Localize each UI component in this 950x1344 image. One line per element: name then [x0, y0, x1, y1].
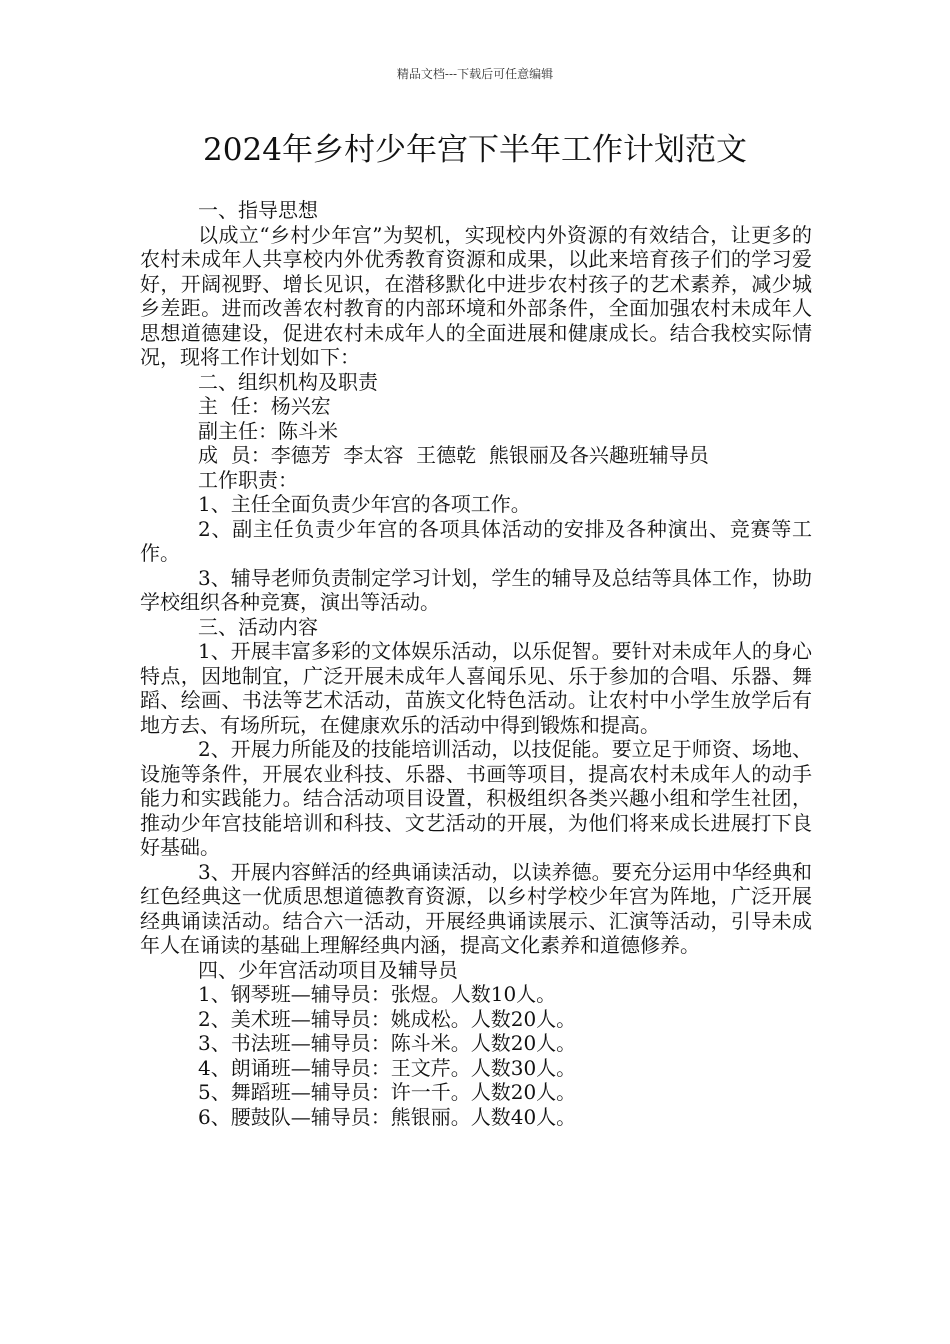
paragraph-guiding-ideology: 以成立“乡村少年宫”为契机，实现校内外资源的有效结合，让更多的农村未成年人共享校内外优秀教育资源和成果，以此来培育孩子们的学习爱好，开阔视野、增长见识，在潜移默化中进步农村孩子的艺术素养，减少城乡差距。进而改善农村教育的内部环境和外部条件，全面加强农村未成年人思想道德建设，促进农村未成年人的全面进展和健康成长。结合我校实际情况，现将工作计划如下：: [140, 222, 812, 369]
project-item-6: 6、腰鼓队—辅导员：熊银丽。人数40人。: [198, 1104, 577, 1129]
activity-item-1: 1、开展丰富多彩的文体娱乐活动，以乐促智。要针对未成年人的身心特点，因地制宜，广泛开展未成年人喜闻乐见、乐于参加的合唱、乐器、舞蹈、绘画、书法等艺术活动，苗族文化特色活动。让农村中小学生放学后有地方去、有场所玩，在健康欢乐的活动中得到锻炼和提高。: [140, 639, 812, 737]
document-body: [140, 198, 812, 1129]
activity-item-2: 2、开展力所能及的技能培训活动，以技促能。要立足于师资、场地、设施等条件，开展农业科技、乐器、书画等项目，提高农村未成年人的动手能力和实践能力。结合活动项目设置，积极组织各类兴趣小组和学生社团，推动少年宫技能培训和科技、文艺活动的开展，为他们将来成长进展打下良好基础。: [140, 737, 812, 859]
project-item-4: 4、朗诵班—辅导员：王文芹。人数30人。: [198, 1055, 577, 1080]
project-item-3: 3、书法班—辅导员：陈斗米。人数20人。: [198, 1031, 577, 1055]
section-heading-organization: 二、组织机构及职责: [198, 369, 378, 394]
line-duties-label: 工作职责：: [198, 467, 298, 492]
duty-item-1: 1、主任全面负责少年宫的各项工作。: [198, 492, 531, 516]
section-heading-guiding-ideology: 一、指导思想: [198, 198, 318, 222]
duty-item-2: 2、副主任负责少年宫的各项具体活动的安排及各种演出、竞赛等工作。: [140, 516, 812, 565]
project-item-2: 2、美术班—辅导员：姚成松。人数20人。: [198, 1006, 577, 1031]
project-item-5: 5、舞蹈班—辅导员：许一千。人数20人。: [198, 1080, 577, 1104]
document-title: 2024年乡村少年宫下半年工作计划范文: [203, 132, 747, 168]
section-heading-projects: 四、少年宫活动项目及辅导员: [198, 957, 458, 982]
activity-item-3: 3、开展内容鲜活的经典诵读活动，以读养德。要充分运用中华经典和红色经典这一优质思想道德教育资源，以乡村学校少年宫为阵地，广泛开展经典诵读活动。结合六一活动，开展经典诵读展示、汇演等活动，引导未成年人在诵读的基础上理解经典内涵，提高文化素养和道德修养。: [140, 859, 812, 957]
line-members: 成 员：李德芳 李太容 王德乾 熊银丽及各兴趣班辅导员: [198, 443, 709, 467]
line-director: 主 任：杨兴宏: [198, 394, 331, 418]
section-heading-activities: 三、活动内容: [198, 614, 318, 639]
line-deputy-director: 副主任：陈斗米: [198, 418, 338, 443]
project-item-1: 1、钢琴班—辅导员：张煜。人数10人。: [198, 982, 557, 1006]
page-header: 精品文档---下载后可任意编辑: [396, 67, 554, 81]
duty-item-3: 3、辅导老师负责制定学习计划，学生的辅导及总结等具体工作，协助学校组织各种竞赛，演出等活动。: [140, 565, 812, 614]
